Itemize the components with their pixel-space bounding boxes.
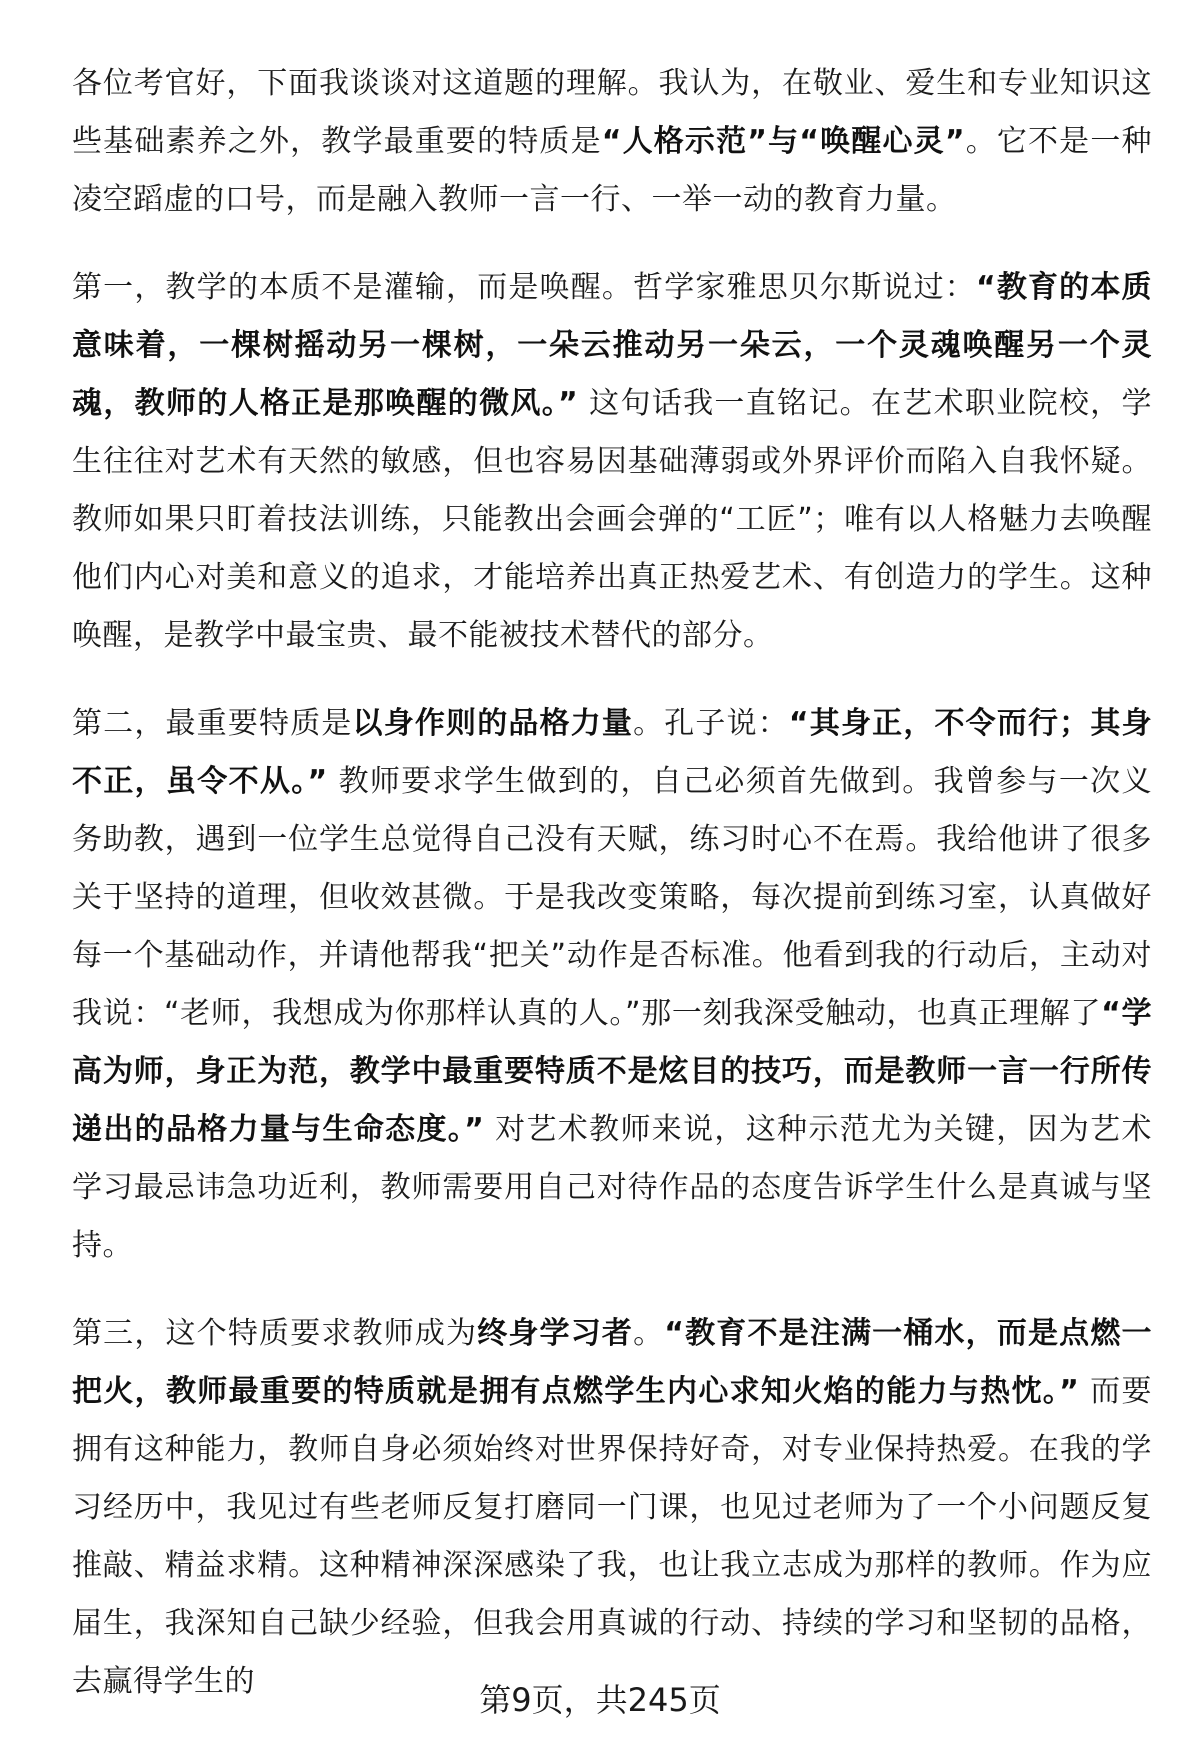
bold-quote-text: “教育不是注满一桶水，而是点燃一把火，教师最重要的特质就是拥有点燃学生内心求知火焰的能力与热忱。” [72,1316,1153,1409]
bold-quote-text: 以身作则的品格力量 [352,706,634,741]
paragraph-1 [72,55,1152,229]
bold-quote-text: “人格示范”与“唤醒心灵” [601,124,966,159]
paragraph-text: 对艺术教师来说，这种示范尤为关键，因为艺术学习最忌讳急功近利，教师需要用自己对待作品的态度告诉学生什么是真诚与坚持。 [72,1112,1152,1263]
paragraph-3 [72,695,1152,1275]
paragraph-4 [72,1305,1152,1711]
paragraph-text: 。孔子说： [633,706,789,741]
paragraph-text: 各位考官好，下面我谈谈对这道题的理解。我认为，在敬业、爱生和专业知识这些基础素养之外，教学最重要的特质是 [72,66,1152,159]
bold-quote-text: “其身正，不令而行；其身不正，虽令不从。” [72,706,1153,799]
paragraph-text: 。它不是一种凌空蹈虚的口号，而是融入教师一言一行、一举一动的教育力量。 [72,124,1152,217]
paragraph-text: 第一，教学的本质不是灌输，而是唤醒。哲学家雅思贝尔斯说过： [72,270,976,305]
paragraph-text: 。 [633,1316,665,1351]
bold-quote-text: “学高为师，身正为范，教学中最重要特质不是炫目的技巧，而是教师一言一行所传递出的品格力量与生命态度。” [72,996,1153,1147]
paragraph-text: 第三，这个特质要求教师成为 [72,1316,478,1351]
bold-quote-text: “教育的本质意味着，一棵树摇动另一棵树，一朵云推动另一朵云，一个灵魂唤醒另一个灵魂，教师的人格正是那唤醒的微风。” [72,270,1153,421]
paragraph-2 [72,259,1152,665]
document-body [72,55,1152,1711]
page-number-footer: 第9页，共245页 [479,1681,721,1719]
paragraph-text: 第二，最重要特质是 [72,706,353,741]
paragraph-text: 教师要求学生做到的，自己必须首先做到。我曾参与一次义务助教，遇到一位学生总觉得自己没有天赋，练习时心不在焉。我给他讲了很多关于坚持的道理，但收效甚微。于是我改变策略，每次提前到练习室，认真做好每一个基础动作，并请他帮我“把关”动作是否标准。他看到我的行动后，主动对我说：“老师，我想成为你那样认真的人。”那一刻我深受触动，也真正理解了 [72,764,1152,1031]
paragraph-text: 而要拥有这种能力，教师自身必须始终对世界保持好奇，对专业保持热爱。在我的学习经历中，我见过有些老师反复打磨同一门课，也见过老师为了一个小问题反复推敲、精益求精。这种精神深深感染了我，也让我立志成为那样的教师。作为应届生，我深知自己缺少经验，但我会用真诚的行动、持续的学习和坚韧的品格，去赢得学生的 [72,1374,1152,1699]
paragraph-text: 这句话我一直铭记。在艺术职业院校，学生往往对艺术有天然的敏感，但也容易因基础薄弱或外界评价而陷入自我怀疑。教师如果只盯着技法训练，只能教出会画会弹的“工匠”；唯有以人格魅力去唤醒他们内心对美和意义的追求，才能培养出真正热爱艺术、有创造力的学生。这种唤醒，是教学中最宝贵、最不能被技术替代的部分。 [72,386,1152,653]
bold-quote-text: 终身学习者 [477,1316,634,1351]
